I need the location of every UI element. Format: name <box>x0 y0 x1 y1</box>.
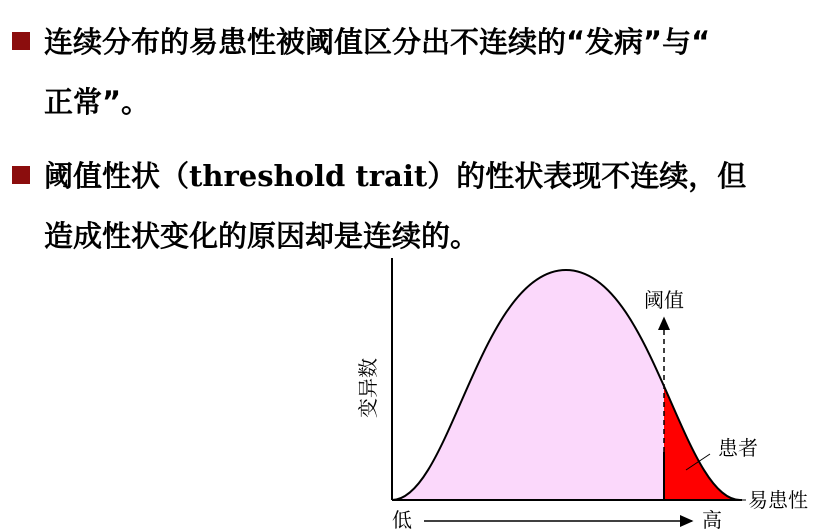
threshold-label: 阈值 <box>644 288 684 312</box>
x-high-label: 高 <box>702 508 722 530</box>
affected-label: 患者 <box>718 436 758 460</box>
bullet-1-line-2: 正常”。 <box>44 85 151 119</box>
bullet-2-prefix: 阈值性状（ <box>44 159 190 193</box>
x-axis-label: 易患性 <box>748 488 808 512</box>
y-axis-label: 变异数 <box>356 358 380 418</box>
bullet-2-term: threshold trait <box>189 159 428 193</box>
x-low-label: 低 <box>392 508 412 530</box>
bullet-2-line-2: 造成性状变化的原因却是连续的。 <box>44 219 480 253</box>
bullet-1-line-1: 连续分布的易患性被阈值区分出不连续的“发病”与“ <box>44 25 711 59</box>
bullet-2-suffix: ）的性状表现不连续，但 <box>427 159 747 193</box>
